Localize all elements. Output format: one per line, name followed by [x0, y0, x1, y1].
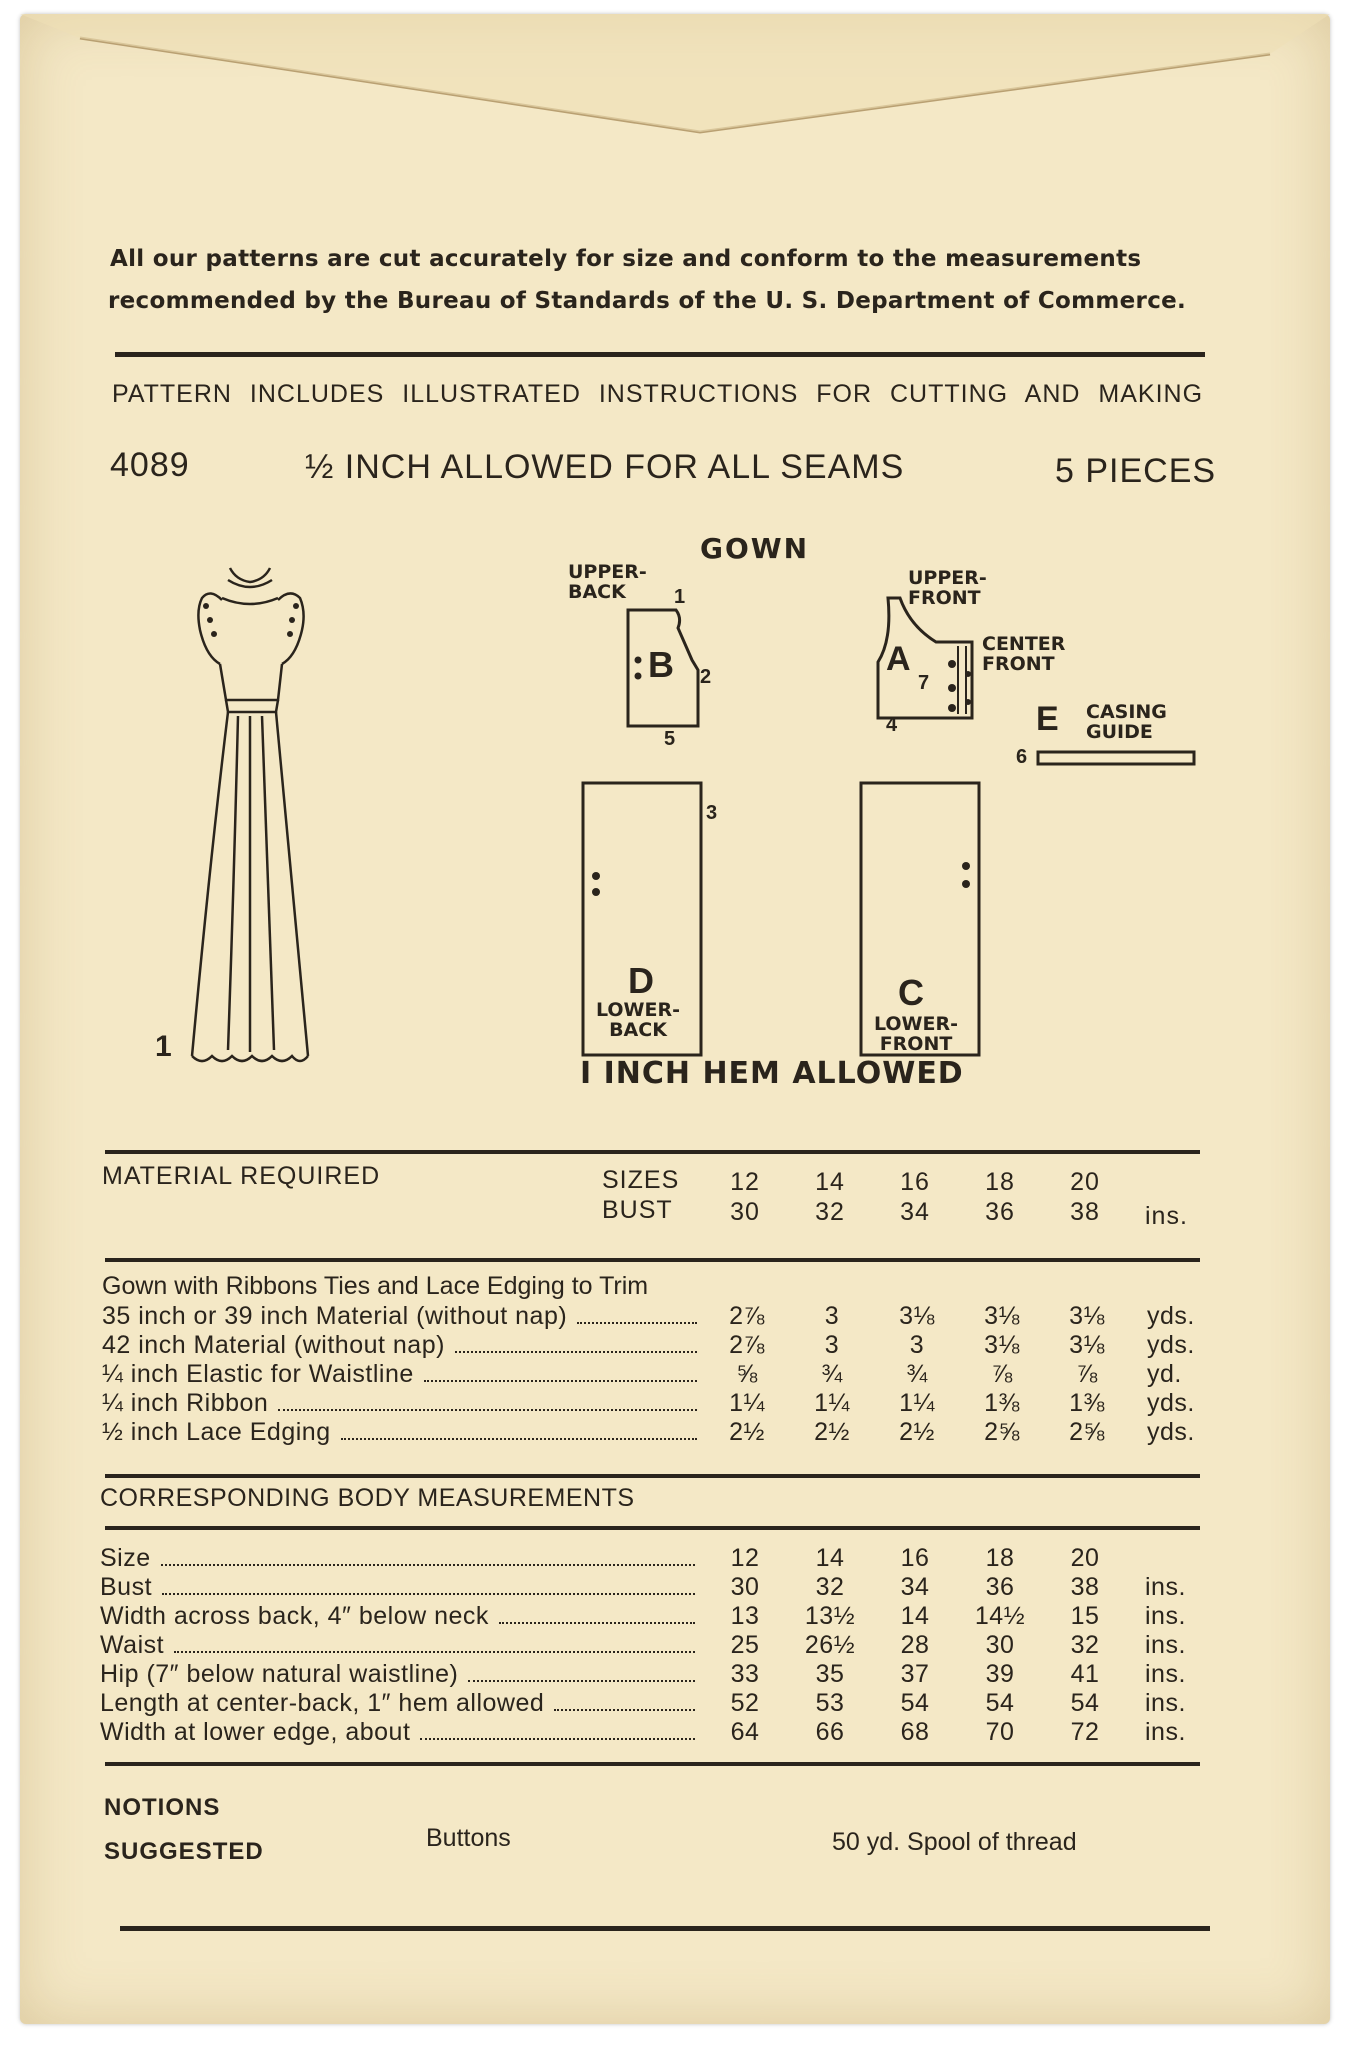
row-description: ¼ inch Ribbon [102, 1389, 269, 1417]
table-row [102, 1389, 1302, 1417]
row-unit: yds. [1147, 1331, 1195, 1359]
table-row [100, 1602, 1300, 1630]
size-18: 18 [985, 1168, 1015, 1196]
size-14: 14 [815, 1168, 845, 1196]
row-value: 32 [815, 1573, 845, 1601]
instructions-note: PATTERN INCLUDES ILLUSTRATED INSTRUCTIONS FOR CUTTING AND MAKING [112, 380, 1204, 408]
notion-buttons: Buttons [426, 1824, 511, 1852]
diagram-title: GOWN [700, 532, 810, 565]
suggested-label: SUGGESTED [104, 1838, 264, 1865]
row-value: 66 [815, 1718, 845, 1746]
row-value: 2½ [899, 1418, 935, 1446]
divider [105, 1762, 1200, 1766]
row-value: 15 [1070, 1602, 1100, 1630]
piece-b-name: UPPER- BACK [568, 561, 647, 603]
row-value: 37 [900, 1660, 930, 1688]
notch-3: 3 [706, 802, 718, 824]
row-value: 52 [730, 1689, 760, 1717]
view-number: 1 [155, 1030, 172, 1063]
dotted-leader [162, 1573, 695, 1595]
row-value: 14½ [974, 1602, 1026, 1630]
table-row [102, 1302, 1302, 1330]
row-unit: yds. [1147, 1418, 1195, 1446]
table-row [100, 1718, 1300, 1746]
table-row [100, 1573, 1300, 1601]
row-value: 36 [985, 1573, 1015, 1601]
intro-line-2: recommended by the Bureau of Standards of the U. S. Department of Commerce. [108, 288, 1187, 314]
piece-d-letter: D [628, 960, 654, 1001]
notch-2: 2 [700, 666, 712, 688]
notch-7: 7 [918, 672, 930, 694]
dotted-leader [341, 1418, 697, 1440]
size-12: 12 [730, 1168, 760, 1196]
piece-c-letter: C [898, 972, 924, 1013]
row-value: 20 [1070, 1544, 1100, 1572]
row-value: 2⅝ [984, 1418, 1020, 1446]
sizes-label: SIZES [602, 1166, 680, 1194]
row-value: 2⅞ [729, 1302, 765, 1330]
row-value: ⅞ [991, 1360, 1013, 1388]
row-description: Width across back, 4″ below neck [100, 1602, 489, 1630]
row-description: Hip (7″ below natural waistline) [100, 1660, 459, 1688]
dotted-leader [420, 1718, 695, 1740]
row-value: 30 [985, 1631, 1015, 1659]
row-value: 39 [985, 1660, 1015, 1688]
row-unit: yds. [1147, 1302, 1195, 1330]
table-row [100, 1544, 1300, 1572]
notch-4: 4 [886, 714, 898, 736]
row-description: Size [100, 1544, 151, 1572]
table-row [100, 1660, 1300, 1688]
row-value: 2⅞ [729, 1331, 765, 1359]
row-value: 12 [730, 1544, 760, 1572]
row-value: 1⅜ [1069, 1389, 1105, 1417]
row-value: 3 [824, 1302, 840, 1330]
piece-e-name: CASING GUIDE [1086, 701, 1167, 743]
row-value: 68 [900, 1718, 930, 1746]
row-description: Waist [100, 1631, 165, 1659]
row-value: 30 [730, 1573, 760, 1601]
bust-unit: ins. [1145, 1202, 1188, 1230]
bust-38: 38 [1070, 1198, 1100, 1226]
row-value: ¾ [821, 1360, 843, 1388]
dotted-leader [455, 1331, 697, 1353]
row-description: 35 inch or 39 inch Material (without nap) [102, 1302, 568, 1330]
dotted-leader [424, 1360, 697, 1382]
table-row [102, 1360, 1302, 1388]
dotted-leader [468, 1660, 695, 1682]
table-row [102, 1418, 1302, 1446]
piece-d-name: LOWER- BACK [595, 999, 681, 1041]
notch-5: 5 [664, 728, 676, 750]
divider [105, 1258, 1200, 1262]
dotted-leader [577, 1302, 697, 1324]
row-unit: ins. [1145, 1718, 1186, 1746]
seam-allowance: ½ INCH ALLOWED FOR ALL SEAMS [305, 448, 905, 486]
divider [105, 1526, 1200, 1530]
row-description: Length at center-back, 1″ hem allowed [100, 1689, 545, 1717]
bust-30: 30 [730, 1198, 760, 1226]
hem-note: I INCH HEM ALLOWED [580, 1056, 964, 1091]
row-value: 54 [900, 1689, 930, 1717]
piece-count: 5 PIECES [1055, 452, 1217, 490]
row-value: ⅝ [736, 1360, 758, 1388]
row-value: 3 [909, 1331, 925, 1359]
row-value: 64 [730, 1718, 760, 1746]
row-value: 25 [730, 1631, 760, 1659]
row-value: 1¼ [899, 1389, 935, 1417]
dotted-leader [161, 1544, 695, 1566]
row-value: 3⅛ [984, 1302, 1020, 1330]
row-unit: ins. [1145, 1631, 1186, 1659]
row-value: 32 [1070, 1631, 1100, 1659]
row-value: 16 [900, 1544, 930, 1572]
piece-c-name: LOWER- FRONT [873, 1013, 959, 1055]
bust-32: 32 [815, 1198, 845, 1226]
table-row [100, 1631, 1300, 1659]
row-value: 13½ [804, 1602, 856, 1630]
dotted-leader [499, 1602, 695, 1624]
row-value: 2½ [729, 1418, 765, 1446]
piece-a-name: UPPER- FRONT [908, 567, 987, 609]
row-description: ½ inch Lace Edging [102, 1418, 331, 1446]
row-value: 41 [1070, 1660, 1100, 1688]
intro-line-1: All our patterns are cut accurately for size and conform to the measurements [110, 246, 1142, 272]
row-value: 26½ [804, 1631, 856, 1659]
row-value: 3 [824, 1331, 840, 1359]
row-value: 28 [900, 1631, 930, 1659]
row-unit: ins. [1145, 1573, 1186, 1601]
row-value: 54 [1070, 1689, 1100, 1717]
row-unit: ins. [1145, 1689, 1186, 1717]
piece-a-center-front: CENTER FRONT [982, 633, 1066, 675]
row-value: 34 [900, 1573, 930, 1601]
row-value: 13 [730, 1602, 760, 1630]
table-row [102, 1331, 1302, 1359]
row-value: 53 [815, 1689, 845, 1717]
row-value: 70 [985, 1718, 1015, 1746]
table-row [100, 1689, 1300, 1717]
row-value: 33 [730, 1660, 760, 1688]
piece-e-letter: E [1036, 700, 1059, 738]
row-value: 2½ [814, 1418, 850, 1446]
row-value: ⅞ [1076, 1360, 1098, 1388]
piece-a-letter: A [886, 640, 911, 678]
row-description: Width at lower edge, about [100, 1718, 411, 1746]
row-unit: yds. [1147, 1389, 1195, 1417]
material-label: MATERIAL REQUIRED [102, 1162, 381, 1190]
bust-34: 34 [900, 1198, 930, 1226]
notch-6: 6 [1016, 746, 1028, 768]
notions-label: NOTIONS [104, 1794, 221, 1821]
row-unit: ins. [1145, 1660, 1186, 1688]
size-16: 16 [900, 1168, 930, 1196]
row-value: 35 [815, 1660, 845, 1688]
row-value: 3⅛ [984, 1331, 1020, 1359]
row-description: ¼ inch Elastic for Waistline [102, 1360, 414, 1388]
notion-thread: 50 yd. Spool of thread [832, 1828, 1077, 1856]
material-heading: Gown with Ribbons Ties and Lace Edging to Trim [102, 1272, 649, 1300]
notch-1: 1 [674, 586, 686, 608]
row-value: 2⅝ [1069, 1418, 1105, 1446]
body-label: CORRESPONDING BODY MEASUREMENTS [100, 1484, 635, 1512]
piece-e [1030, 748, 1200, 772]
dotted-leader [554, 1689, 695, 1711]
row-value: 1⅜ [984, 1389, 1020, 1417]
row-value: 14 [815, 1544, 845, 1572]
divider [120, 1926, 1210, 1931]
divider [105, 1150, 1200, 1154]
row-value: 3⅛ [899, 1302, 935, 1330]
row-value: 3⅛ [1069, 1302, 1105, 1330]
gown-illustration [150, 560, 350, 1080]
divider [115, 352, 1205, 357]
dotted-leader [278, 1389, 697, 1411]
row-unit: ins. [1145, 1602, 1186, 1630]
bust-label: BUST [602, 1196, 673, 1224]
row-description: Bust [100, 1573, 153, 1601]
dotted-leader [174, 1631, 695, 1653]
row-value: 18 [985, 1544, 1015, 1572]
row-value: 72 [1070, 1718, 1100, 1746]
pattern-number: 4089 [110, 446, 190, 484]
row-value: 1¼ [729, 1389, 765, 1417]
row-value: 14 [900, 1602, 930, 1630]
piece-b-letter: B [648, 644, 674, 685]
divider [105, 1474, 1200, 1478]
row-value: 3⅛ [1069, 1331, 1105, 1359]
bust-36: 36 [985, 1198, 1015, 1226]
row-unit: yd. [1147, 1360, 1182, 1388]
row-value: 38 [1070, 1573, 1100, 1601]
size-20: 20 [1070, 1168, 1100, 1196]
row-value: 1¼ [814, 1389, 850, 1417]
row-description: 42 inch Material (without nap) [102, 1331, 445, 1359]
row-value: 54 [985, 1689, 1015, 1717]
envelope-flap [20, 14, 1330, 164]
row-value: ¾ [906, 1360, 928, 1388]
